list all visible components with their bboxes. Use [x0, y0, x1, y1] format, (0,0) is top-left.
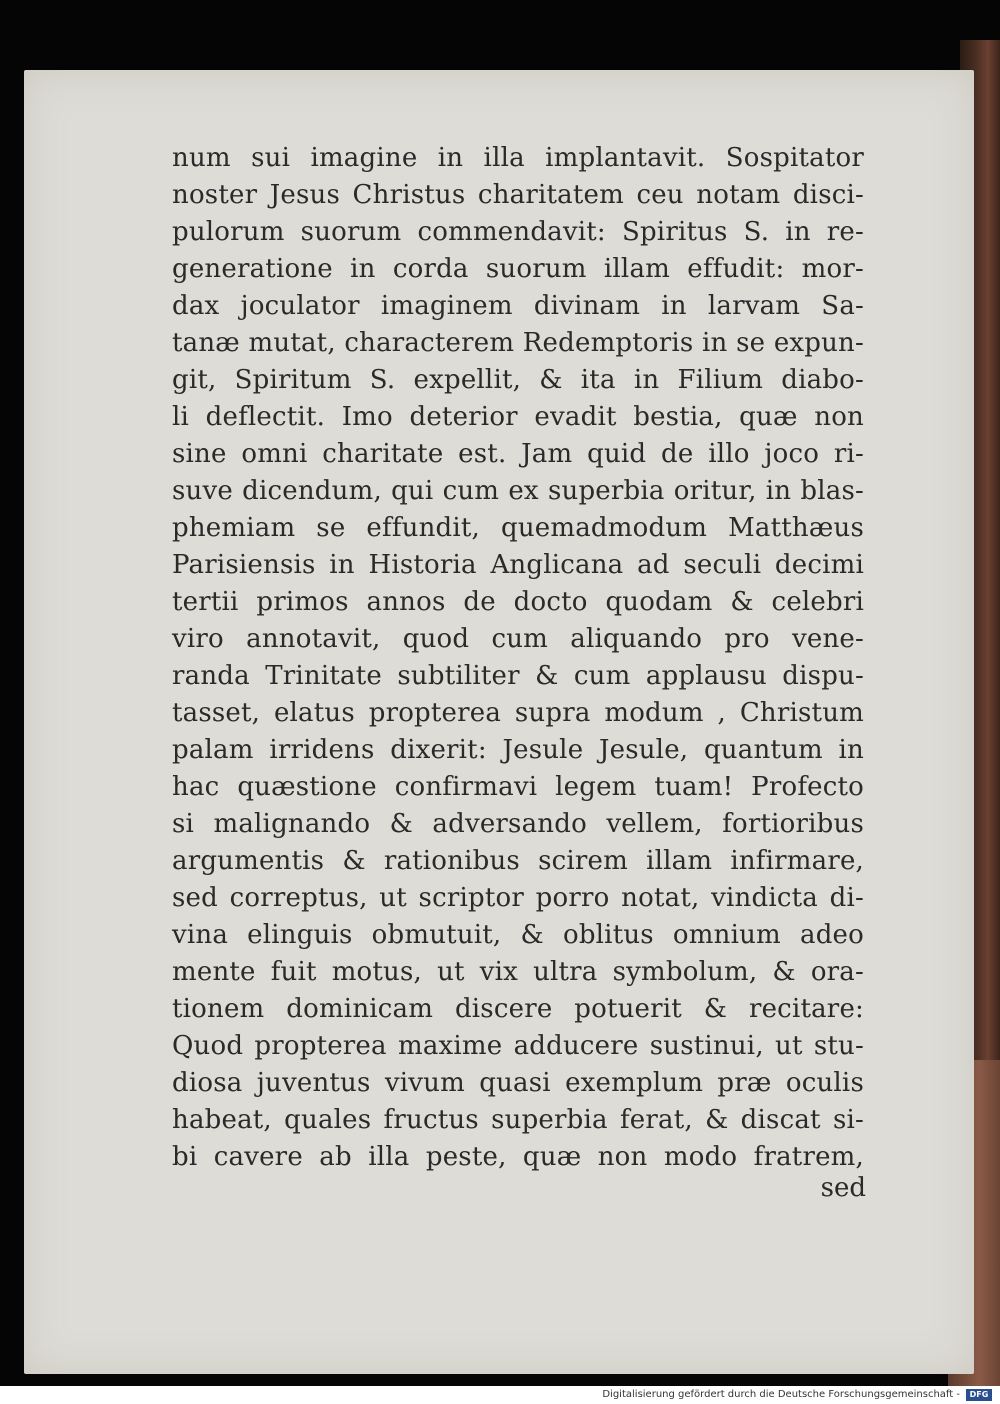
text-line: sine omni charitate est. Jam quid de illo joco ri- — [172, 439, 864, 469]
text-line: noster Jesus Christus charitatem ceu notam disci- — [172, 180, 864, 210]
dfg-logo: DFG — [966, 1389, 992, 1401]
text-line: palam irridens dixerit: Jesule Jesule, quantum in — [172, 735, 864, 765]
text-line: li deflectit. Imo deterior evadit bestia, quæ non — [172, 402, 864, 432]
text-line: mente fuit motus, ut vix ultra symbolum, & ora- — [172, 957, 864, 987]
text-line: tertii primos annos de docto quodam & celebri — [172, 587, 864, 617]
text-line: Parisiensis in Historia Anglicana ad seculi decimi — [172, 550, 864, 580]
funding-credit: Digitalisierung gefördert durch die Deutsche Forschungsgemeinschaft - — [602, 1389, 960, 1400]
text-line: vina elinguis obmutuit, & oblitus omnium adeo — [172, 920, 864, 950]
text-line: dax joculator imaginem divinam in larvam Sa- — [172, 291, 864, 321]
page-body-text — [172, 140, 864, 1176]
text-line: hac quæstione confirmavi legem tuam! Profecto — [172, 772, 864, 802]
text-line: Quod propterea maxime adducere sustinui, ut stu- — [172, 1031, 864, 1061]
text-line: bi cavere ab illa peste, quæ non modo fratrem, — [172, 1142, 864, 1172]
text-line: argumentis & rationibus scirem illam infirmare, — [172, 846, 864, 876]
text-line: suve dicendum, qui cum ex superbia oritur, in blas- — [172, 476, 864, 506]
text-line: diosa juventus vivum quasi exemplum præ oculis — [172, 1068, 864, 1098]
text-line: tionem dominicam discere potuerit & recitare: — [172, 994, 864, 1024]
footer-bar — [0, 1386, 1000, 1404]
text-line: viro annotavit, quod cum aliquando pro vene- — [172, 624, 864, 654]
text-line: si malignando & adversando vellem, fortioribus — [172, 809, 864, 839]
text-line: sed correptus, ut scriptor porro notat, vindicta di- — [172, 883, 864, 913]
text-line: habeat, quales fructus superbia ferat, & discat si- — [172, 1105, 864, 1135]
text-line: tanæ mutat, characterem Redemptoris in se expun- — [172, 328, 864, 358]
text-line: num sui imagine in illa implantavit. Sospitator — [172, 143, 864, 173]
catchword: sed — [820, 1173, 866, 1203]
text-line: tasset, elatus propterea supra modum , Christum — [172, 698, 864, 728]
text-line: pulorum suorum commendavit: Spiritus S. in re- — [172, 217, 864, 247]
text-line: generatione in corda suorum illam effudit: mor- — [172, 254, 864, 284]
text-line: git, Spiritum S. expellit, & ita in Filium diabo- — [172, 365, 864, 395]
text-line: phemiam se effundit, quemadmodum Matthæus — [172, 513, 864, 543]
text-line: randa Trinitate subtiliter & cum applausu dispu- — [172, 661, 864, 691]
